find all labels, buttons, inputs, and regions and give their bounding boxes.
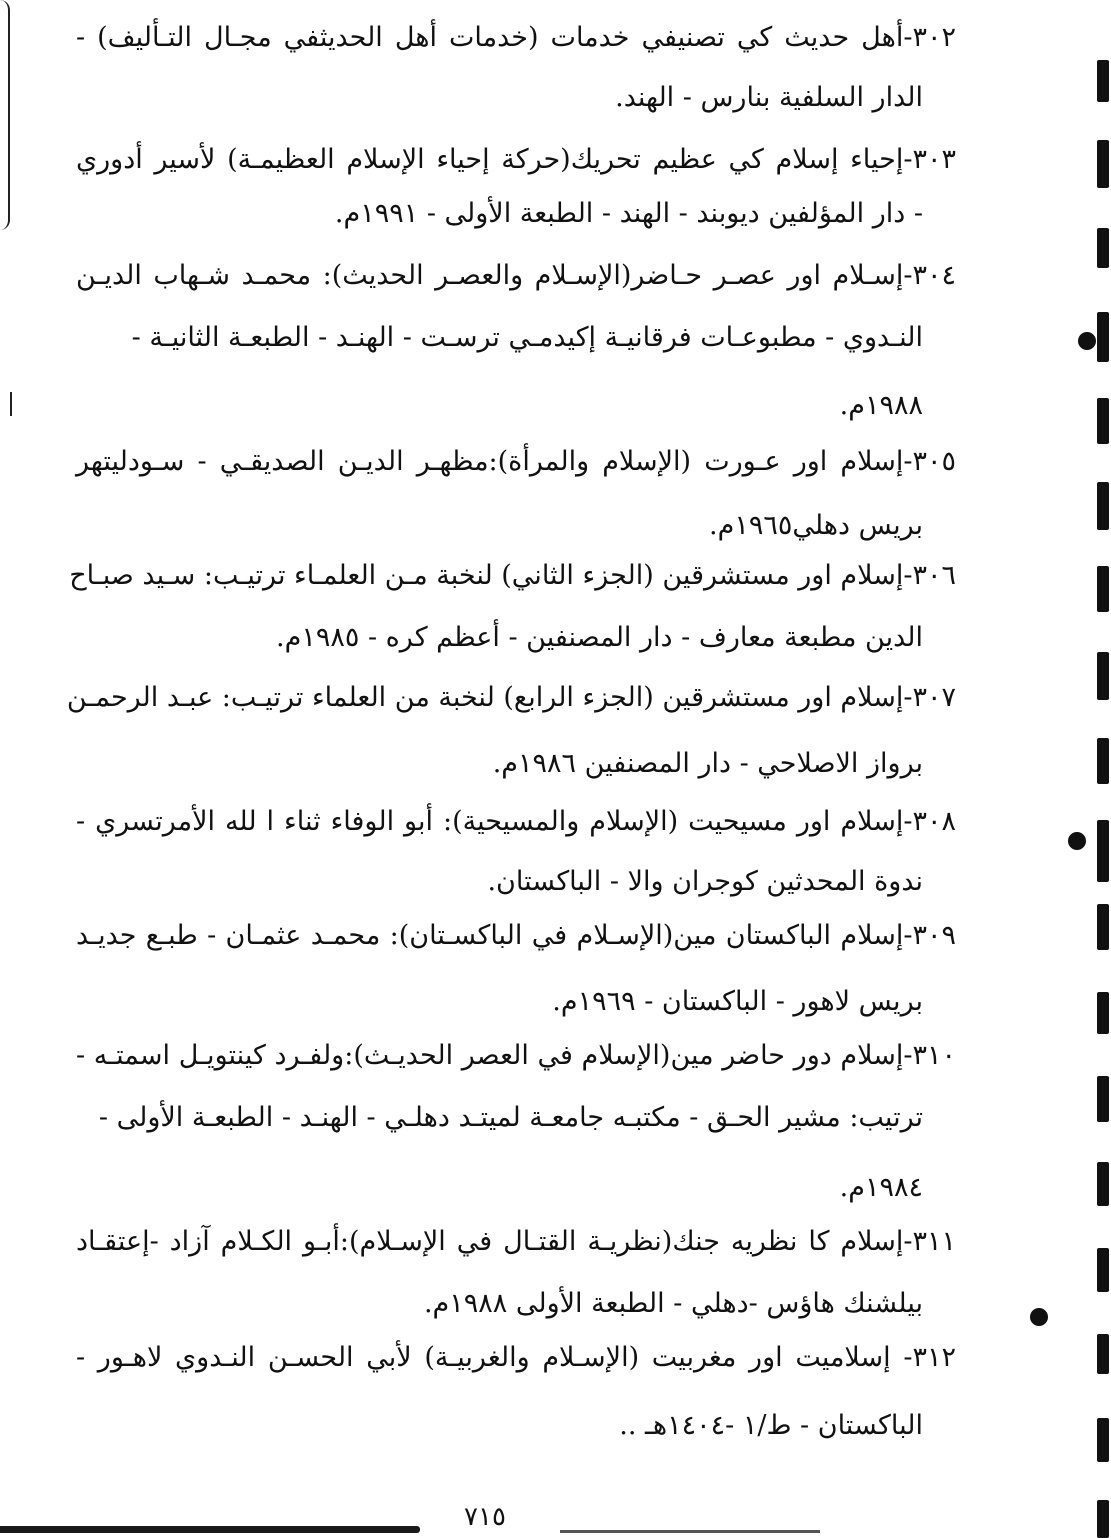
binding-mark — [1097, 992, 1109, 1034]
entry-310-line-2: ترتيب: مشير الحـق - مكتبـه جامعـة لميتـد دهلـي - الهنـد - الطبعـة الأولى - — [98, 1102, 923, 1133]
page-left-mark — [10, 392, 12, 416]
binding-mark — [1097, 1248, 1109, 1292]
entry-302-line-2: الدار السلفية بنارس - الهند. — [615, 82, 923, 113]
scan-bottom-edge — [0, 1526, 420, 1533]
entry-309-line-1: ٣٠٩-إسلام الباكستان مين(الإسـلام في الباكسـتان): محمـد عثمـان - طبـع جديـد — [76, 920, 956, 951]
binding-mark — [1097, 482, 1109, 530]
entry-304-line-3: ١٩٨٨م. — [839, 390, 923, 421]
binding-mark — [1097, 820, 1109, 882]
entry-312-line-2: الباكستان - ط/١ -١٤٠٤هـ .. — [619, 1410, 923, 1441]
binding-mark — [1097, 140, 1109, 188]
binding-mark — [1097, 566, 1109, 612]
entry-312-line-1: ٣١٢- إسلاميت اور مغربيت (الإسـلام والغربيـة) لأبي الحسـن النـدوي لاهـور - — [76, 1342, 956, 1373]
entry-309-line-2: بريس لاهور - الباكستان - ١٩٦٩م. — [552, 986, 923, 1017]
binding-mark — [1097, 652, 1109, 700]
binding-mark — [1097, 1334, 1109, 1374]
entry-304-line-1: ٣٠٤-إسـلام اور عصـر حـاضر(الإسـلام والعصـر الحديث): محمـد شـهاب الديـن — [76, 260, 956, 291]
entry-308-line-2: ندوة المحدثين كوجران والا - الباكستان. — [487, 866, 923, 897]
entry-311-line-2: بيلشنك هاؤس -دهلي - الطبعة الأولى ١٩٨٨م. — [423, 1288, 923, 1319]
page-number: ٧١٥ — [464, 1502, 506, 1532]
scan-bottom-edge — [560, 1530, 820, 1533]
binding-mark — [1097, 398, 1109, 444]
page-left-edge — [0, 0, 10, 230]
punch-hole-mark — [1030, 1308, 1048, 1326]
entry-306-line-2: الدين مطبعة معارف - دار المصنفين - أعظم كره - ١٩٨٥م. — [276, 622, 923, 653]
entry-307-line-2: برواز الاصلاحي - دار المصنفين ١٩٨٦م. — [492, 748, 923, 779]
entry-305-line-1: ٣٠٥-إسلام اور عـورت (الإسلام والمرأة):مظهـر الديـن الصديقـي - سـودليتهر — [76, 446, 956, 477]
entry-306-line-1: ٣٠٦-إسلام اور مستشرقين (الجزء الثاني) لنخبة مـن العلمـاء ترتيـب: سـيد صبـاح — [69, 560, 956, 591]
entry-310-line-1: ٣١٠-إسلام دور حاضر مين(الإسلام في العصر الحديـث):ولفـرد كينتويـل اسمتـه - — [76, 1040, 956, 1071]
entry-307-line-1: ٣٠٧-إسلام اور مستشرقين (الجزء الرابع) لنخبة من العلماء ترتيـب: عبـد الرحمـن — [66, 682, 956, 713]
binding-mark — [1097, 1162, 1109, 1206]
binding-mark — [1097, 60, 1109, 102]
entry-303-line-1: ٣٠٣-إحياء إسلام كي عظيم تحريك(حركة إحياء الإسلام العظيمـة) لأسير أدوري — [76, 144, 956, 175]
binding-mark — [1097, 738, 1109, 784]
entry-303-line-2: - دار المؤلفين ديوبند - الهند - الطبعة الأولى - ١٩٩١م. — [334, 198, 923, 229]
binding-mark — [1097, 1076, 1109, 1122]
punch-hole-mark — [1078, 332, 1096, 350]
binding-mark — [1097, 1500, 1109, 1538]
binding-mark — [1097, 1418, 1109, 1462]
binding-mark — [1097, 312, 1109, 362]
entry-304-line-2: النـدوي - مطبوعـات فرقانيـة إكيدمـي ترسـت - الهنـد - الطبعـة الثانيـة - — [131, 322, 923, 353]
entry-310-line-3: ١٩٨٤م. — [839, 1172, 923, 1203]
entry-308-line-1: ٣٠٨-إسلام اور مسيحيت (الإسلام والمسيحية): أبو الوفاء ثناء ا لله الأمرتسري - — [76, 806, 956, 837]
entry-311-line-1: ٣١١-إسلام كا نظريه جنك(نظريـة القتـال في الإسـلام):أبـو الكـلام آزاد -إعتقـاد — [76, 1226, 956, 1257]
entry-305-line-2: بريس دهلي١٩٦٥م. — [709, 510, 923, 541]
entry-302-line-1: ٣٠٢-أهل حديث كي تصنيفي خدمات (خدمات أهل الحديثفي مجـال التـأليف) - — [76, 22, 956, 53]
punch-hole-mark — [1068, 832, 1086, 850]
binding-mark — [1097, 904, 1109, 950]
binding-mark — [1097, 228, 1109, 268]
